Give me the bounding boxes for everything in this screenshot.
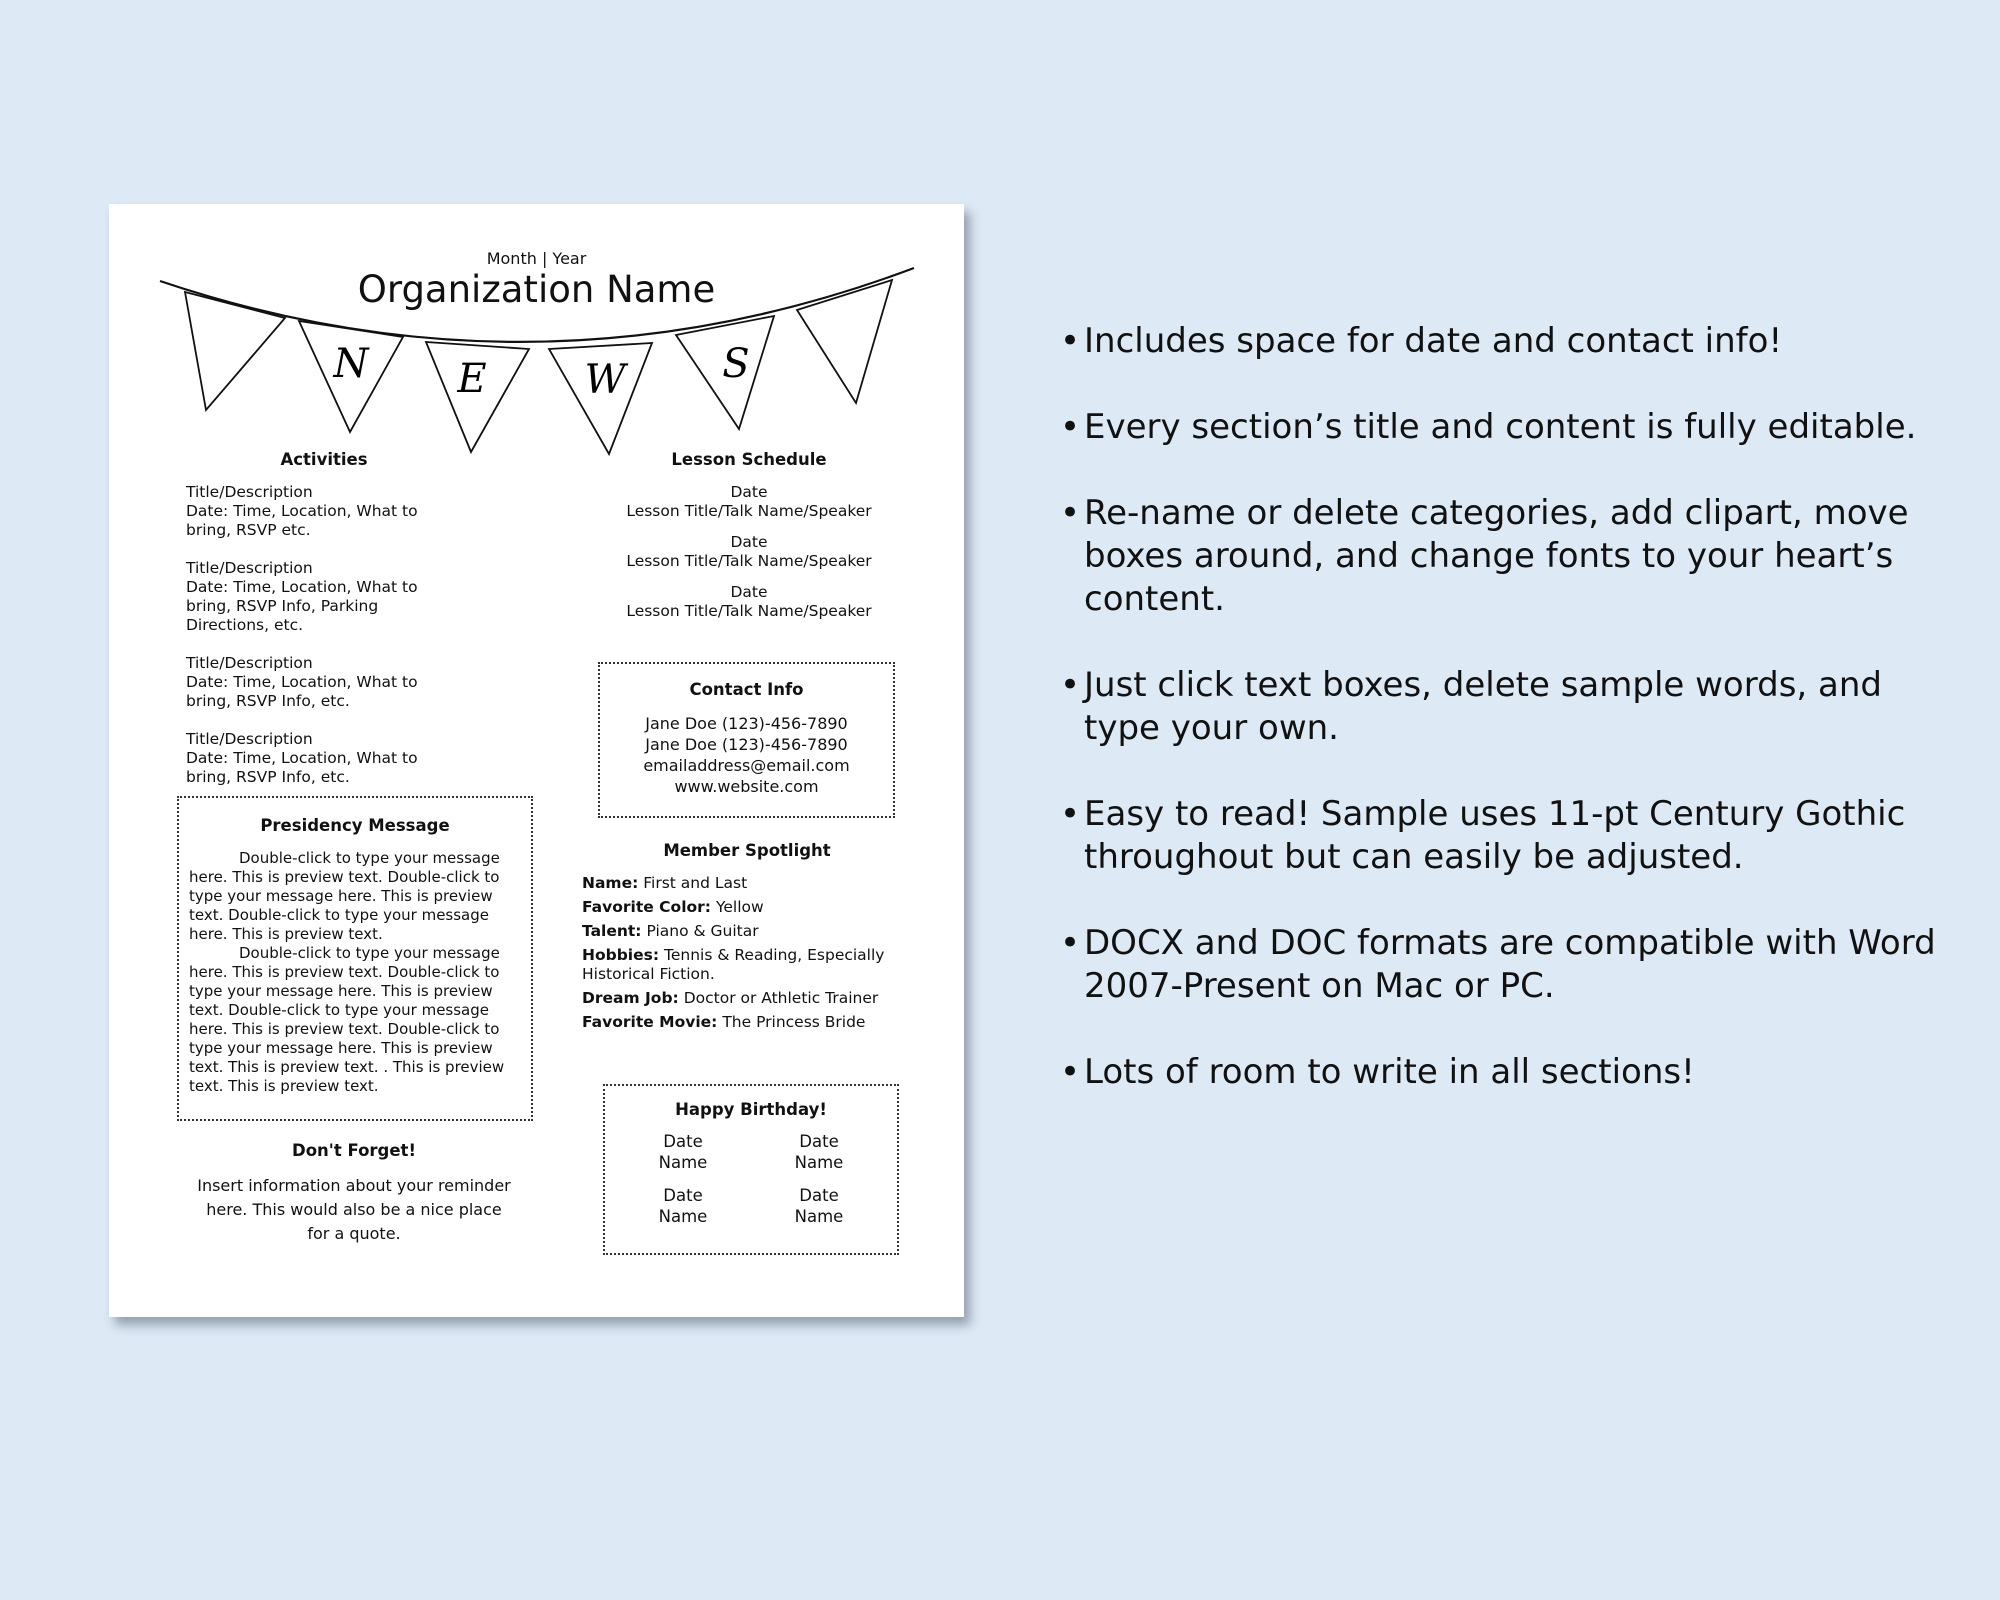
activity-title: Title/Description bbox=[186, 654, 313, 672]
lesson-item bbox=[609, 533, 889, 571]
lesson-item bbox=[609, 583, 889, 621]
spotlight-value: Yellow bbox=[715, 898, 764, 916]
birthday-date: Date bbox=[663, 1132, 703, 1151]
lesson-schedule-title: Lesson Schedule bbox=[671, 450, 827, 469]
banner-letter-n: N bbox=[333, 341, 369, 387]
newsletter-page bbox=[109, 204, 964, 1317]
birthday-name: Name bbox=[794, 1207, 844, 1226]
activity-title: Title/Description bbox=[186, 483, 313, 501]
lesson-date: Date bbox=[730, 533, 768, 551]
feature-item bbox=[1060, 793, 1960, 879]
bullet-icon: • bbox=[1060, 1052, 1081, 1092]
bullet-icon: • bbox=[1060, 665, 1081, 705]
dont-forget-section bbox=[184, 1141, 524, 1246]
spotlight-label: Favorite Color: bbox=[582, 898, 711, 916]
dont-forget-title: Don't Forget! bbox=[292, 1141, 416, 1160]
organization-name: Organization Name bbox=[357, 268, 716, 311]
birthday-box bbox=[603, 1084, 899, 1255]
lesson-item bbox=[609, 483, 889, 521]
lesson-date: Date bbox=[730, 583, 768, 601]
activity-title: Title/Description bbox=[186, 559, 313, 577]
lesson-title: Lesson Title/Talk Name/Speaker bbox=[626, 552, 872, 570]
feature-text: Every section’s title and content is fully editable. bbox=[1084, 407, 1917, 447]
feature-text: Re-name or delete categories, add clipart, move boxes around, and change fonts to your heart’s content. bbox=[1084, 493, 1909, 619]
spotlight-label: Favorite Movie: bbox=[582, 1013, 718, 1031]
spotlight-row bbox=[582, 1013, 912, 1032]
month-year: Month | Year bbox=[486, 249, 587, 268]
activity-details: Date: Time, Location, What to bring, RSVP Info, Parking Directions, etc. bbox=[186, 578, 418, 634]
feature-item bbox=[1060, 922, 1960, 1008]
spotlight-row bbox=[582, 922, 912, 941]
feature-item bbox=[1060, 406, 1960, 449]
birthday-name: Name bbox=[794, 1153, 844, 1172]
feature-text: Includes space for date and contact info! bbox=[1084, 321, 1783, 361]
spotlight-value: First and Last bbox=[643, 874, 748, 892]
banner-letter-e: E bbox=[457, 356, 487, 402]
contact-email[interactable]: emailaddress@email.com bbox=[643, 756, 850, 775]
spotlight-label: Talent: bbox=[582, 922, 642, 940]
spotlight-label: Dream Job: bbox=[582, 989, 679, 1007]
birthday-entry bbox=[751, 1185, 887, 1227]
bullet-icon: • bbox=[1060, 794, 1081, 834]
birthday-entry bbox=[751, 1131, 887, 1173]
bullet-icon: • bbox=[1060, 493, 1081, 533]
birthday-name: Name bbox=[658, 1207, 708, 1226]
birthday-entry bbox=[615, 1185, 751, 1227]
birthday-date: Date bbox=[663, 1186, 703, 1205]
contact-website[interactable]: www.website.com bbox=[674, 777, 819, 796]
feature-item bbox=[1060, 664, 1960, 750]
feature-text: DOCX and DOC formats are compatible with Word 2007-Present on Mac or PC. bbox=[1084, 923, 1936, 1006]
feature-item bbox=[1060, 320, 1960, 363]
spotlight-label: Name: bbox=[582, 874, 639, 892]
activity-title: Title/Description bbox=[186, 730, 313, 748]
lesson-schedule-section bbox=[609, 450, 889, 621]
spotlight-row bbox=[582, 898, 912, 917]
activities-title: Activities bbox=[280, 450, 368, 469]
presidency-message-box bbox=[177, 796, 533, 1121]
birthday-date: Date bbox=[799, 1186, 839, 1205]
activity-item bbox=[186, 559, 451, 635]
spotlight-value: The Princess Bride bbox=[722, 1013, 866, 1031]
birthday-title: Happy Birthday! bbox=[675, 1100, 827, 1119]
bullet-icon: • bbox=[1060, 407, 1081, 447]
feature-list bbox=[1060, 320, 1960, 1137]
spotlight-value: Piano & Guitar bbox=[646, 922, 759, 940]
bullet-icon: • bbox=[1060, 321, 1081, 361]
birthday-entry bbox=[615, 1131, 751, 1173]
activity-details: Date: Time, Location, What to bring, RSVP Info, etc. bbox=[186, 749, 418, 786]
activity-item bbox=[186, 730, 451, 787]
feature-text: Just click text boxes, delete sample words, and type your own. bbox=[1084, 665, 1882, 748]
lesson-title: Lesson Title/Talk Name/Speaker bbox=[626, 602, 872, 620]
feature-item bbox=[1060, 492, 1960, 621]
birthday-name: Name bbox=[658, 1153, 708, 1172]
contact-line: Jane Doe (123)-456-7890 bbox=[645, 735, 848, 754]
contact-line: Jane Doe (123)-456-7890 bbox=[645, 714, 848, 733]
activity-details: Date: Time, Location, What to bring, RSVP etc. bbox=[186, 502, 418, 539]
feature-text: Lots of room to write in all sections! bbox=[1084, 1052, 1695, 1092]
activity-details: Date: Time, Location, What to bring, RSVP Info, etc. bbox=[186, 673, 418, 710]
birthday-date: Date bbox=[799, 1132, 839, 1151]
spotlight-row bbox=[582, 874, 912, 893]
banner-letter-w: W bbox=[584, 357, 626, 403]
activities-section bbox=[174, 450, 474, 806]
spotlight-label: Hobbies: bbox=[582, 946, 660, 964]
spotlight-row bbox=[582, 946, 912, 984]
presidency-paragraph: Double-click to type your message here. This is preview text. Double-click to type your message here. This is preview text. Double-click to type your message here. This is preview text. Double-click to type your message here. This is preview text. This is preview text. . This is preview text. This is preview text. bbox=[189, 944, 505, 1095]
news-banner bbox=[109, 204, 964, 464]
contact-info-box bbox=[598, 662, 895, 818]
spotlight-row bbox=[582, 989, 912, 1008]
lesson-date: Date bbox=[730, 483, 768, 501]
bullet-icon: • bbox=[1060, 923, 1081, 963]
dont-forget-text: Insert information about your reminder here. This would also be a nice place for a quote. bbox=[197, 1176, 511, 1243]
member-spotlight-section bbox=[582, 841, 912, 1037]
spotlight-value: Tennis & Reading, Especially Historical Fiction. bbox=[582, 946, 885, 983]
feature-item bbox=[1060, 1051, 1960, 1094]
activity-item bbox=[186, 654, 451, 711]
banner-letter-s: S bbox=[722, 341, 750, 387]
spotlight-value: Doctor or Athletic Trainer bbox=[683, 989, 879, 1007]
presidency-message-title: Presidency Message bbox=[260, 816, 450, 835]
feature-text: Easy to read! Sample uses 11-pt Century Gothic throughout but can easily be adjusted. bbox=[1084, 794, 1906, 877]
presidency-paragraph: Double-click to type your message here. This is preview text. Double-click to type your message here. This is preview text. Double-click to type your message here. This is preview text. bbox=[189, 849, 500, 943]
member-spotlight-title: Member Spotlight bbox=[663, 841, 831, 860]
contact-info-title: Contact Info bbox=[689, 680, 804, 699]
activity-item bbox=[186, 483, 451, 540]
lesson-title: Lesson Title/Talk Name/Speaker bbox=[626, 502, 872, 520]
